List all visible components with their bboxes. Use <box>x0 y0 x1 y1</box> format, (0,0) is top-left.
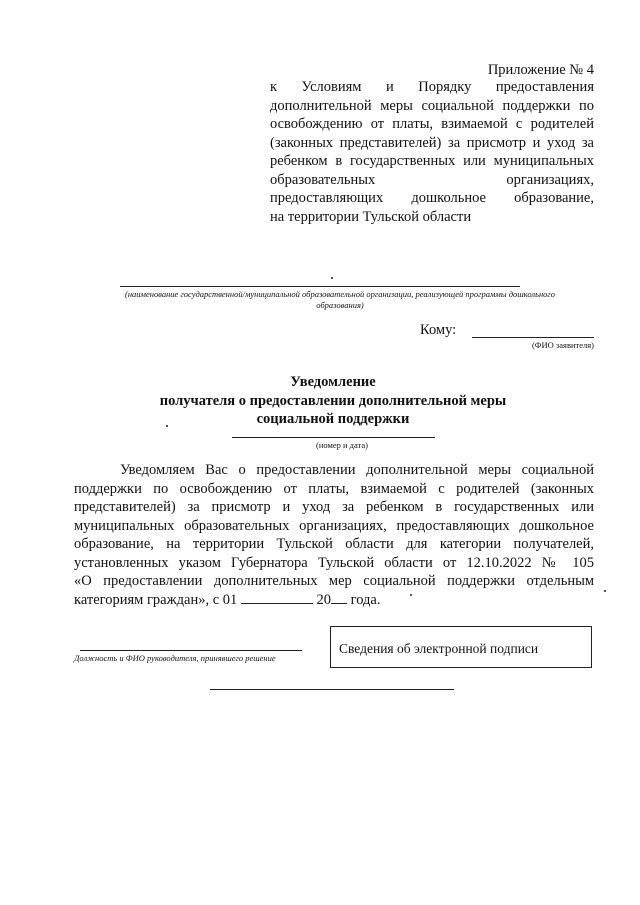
body-date-prefix: категориям граждан», с 01 <box>74 591 238 608</box>
scan-speck <box>410 594 412 596</box>
notice-title-line: Уведомление <box>290 374 376 390</box>
date-day-month-blank <box>241 591 313 604</box>
recipient-label: Кому: <box>420 322 457 338</box>
recipient-caption: (ФИО заявителя) <box>531 340 594 350</box>
appendix-line: ребенком в государственных или муниципальных <box>270 153 594 169</box>
appendix-line: предоставляющих дошкольное образование, <box>270 190 594 206</box>
appendix-line: (законных представителей) за присмотр и уход за <box>270 134 594 151</box>
body-line: муниципальных образовательных организациях, предоставляющих дошкольное <box>74 517 594 534</box>
notice-title-line: получателя о предоставлении дополнительной меры <box>159 392 507 409</box>
recipient-row <box>420 321 600 339</box>
body-line: поддержки по освобождению от платы, взимаемой с родителей (законных <box>74 480 594 497</box>
body-last-line <box>74 591 594 610</box>
head-caption: Должность и ФИО руководителя, принявшего решение <box>74 653 276 663</box>
organization-name-line <box>120 286 520 287</box>
number-date-caption: (номер и дата) <box>316 440 368 450</box>
body-line: представителей) за присмотр и уход за ребенком в государственных или <box>74 499 594 515</box>
bottom-line <box>210 689 454 690</box>
body-line: «О предоставлении дополнительных мер социальной поддержки отдельным <box>74 573 594 589</box>
scan-speck <box>166 425 168 427</box>
notice-title <box>100 373 566 429</box>
date-year-blank <box>331 591 347 604</box>
appendix-line: образовательных организациях, <box>270 171 594 188</box>
appendix-title: Приложение № 4 <box>487 62 594 78</box>
scan-speck <box>604 590 606 592</box>
notice-title-line: социальной поддержки <box>256 411 410 427</box>
body-year-prefix: 20 <box>316 591 332 608</box>
appendix-line: на территории Тульской области <box>270 208 472 225</box>
appendix-reference <box>270 78 594 226</box>
appendix-line: дополнительной меры социальной поддержки по <box>270 97 594 114</box>
body-line: Уведомляем Вас о предоставлении дополнительной меры социальной <box>120 462 594 478</box>
body-year-suffix: года. <box>350 591 381 608</box>
body-line: образование, на территории Тульской области для категории получателей, <box>74 536 594 552</box>
number-date-line <box>232 437 435 438</box>
appendix-line: освобождению от платы, взимаемой с родителей <box>270 116 594 132</box>
appendix-line: к Условиям и Порядку предоставления <box>270 79 594 95</box>
electronic-signature-label: Сведения об электронной подписи <box>339 641 539 656</box>
recipient-name-line <box>472 337 594 338</box>
notice-body <box>74 461 594 609</box>
scan-speck <box>331 277 333 279</box>
head-signature-line <box>80 650 302 651</box>
organization-caption: (наименование государственной/муниципальной образовательной организации, реализующей программы дошкольного образования) <box>125 289 555 310</box>
body-line: установленных указом Губернатора Тульской области от 12.10.2022 № 105 <box>74 554 594 571</box>
electronic-signature-box <box>330 626 592 668</box>
